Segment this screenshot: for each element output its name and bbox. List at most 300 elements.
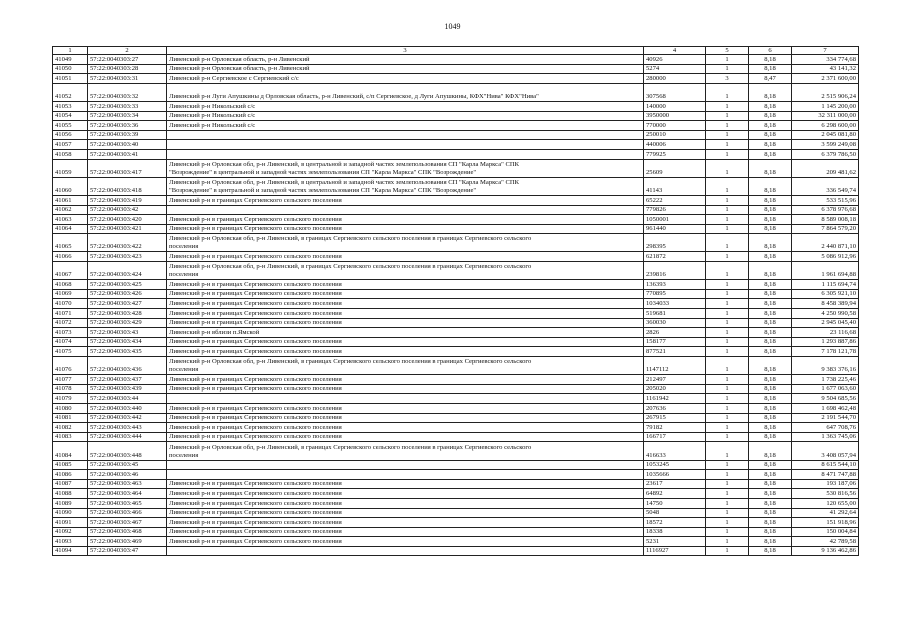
header-row — [53, 47, 859, 55]
rate-value: 8,18 — [749, 470, 792, 480]
row-number: 41092 — [53, 527, 88, 537]
rate-value: 8,18 — [749, 460, 792, 470]
row-number: 41091 — [53, 518, 88, 528]
rate-value: 8,18 — [749, 64, 792, 74]
table-row — [53, 140, 859, 150]
location-description — [167, 205, 644, 215]
column-5-value: 1 — [706, 224, 749, 234]
cadastral-number: 57:22:0040303:46 — [88, 470, 167, 480]
cadastral-number: 57:22:0040303:429 — [88, 318, 167, 328]
row-number: 41067 — [53, 262, 88, 280]
table-row — [53, 111, 859, 121]
description-line: поселения — [169, 366, 199, 374]
table-row — [53, 518, 859, 528]
location-description — [167, 130, 644, 140]
row-number: 41074 — [53, 337, 88, 347]
column-5-value: 1 — [706, 498, 749, 508]
table-row — [53, 177, 859, 195]
table-row — [53, 546, 859, 556]
column-5-value: 1 — [706, 328, 749, 338]
location-description — [167, 460, 644, 470]
location-description — [167, 328, 644, 338]
row-number: 41064 — [53, 224, 88, 234]
description-line: Ливенский р-н в границах Сергиевского сельского поселения — [169, 215, 342, 223]
rate-value: 8,18 — [749, 83, 792, 101]
rate-value: 8,18 — [749, 140, 792, 150]
cadastral-value: 2 371 600,00 — [792, 74, 859, 84]
cadastral-number: 57:22:0040303:440 — [88, 403, 167, 413]
rate-value: 8,18 — [749, 280, 792, 290]
column-5-value: 1 — [706, 489, 749, 499]
rate-value: 8,18 — [749, 205, 792, 215]
rate-value: 8,18 — [749, 347, 792, 357]
table-row — [53, 423, 859, 433]
rate-value: 8,18 — [749, 384, 792, 394]
description-line: Ливенский р-н Никольский с/с — [169, 102, 256, 110]
cadastral-number: 57:22:0040303:420 — [88, 215, 167, 225]
area-value: 250010 — [644, 130, 706, 140]
description-line: "Возрождение" в центральной и западной частях землепользования СП "Карла Маркса" СПК "Возрождение" — [169, 186, 477, 194]
rate-value: 8,47 — [749, 74, 792, 84]
area-value: 239816 — [644, 262, 706, 280]
cadastral-number: 57:22:0040303:27 — [88, 55, 167, 65]
location-description — [167, 177, 644, 195]
rate-value: 8,18 — [749, 299, 792, 309]
cadastral-value: 1 961 694,88 — [792, 262, 859, 280]
table-row — [53, 489, 859, 499]
column-5-value: 1 — [706, 394, 749, 404]
cadastral-value: 8 458 389,94 — [792, 299, 859, 309]
column-5-value: 1 — [706, 432, 749, 442]
location-description — [167, 518, 644, 528]
description-line: Ливенский р-н Орловская область, р-н Ливенский — [169, 65, 310, 73]
location-description — [167, 262, 644, 280]
cadastral-value: 3 408 057,94 — [792, 442, 859, 460]
column-5-value: 1 — [706, 347, 749, 357]
table-row — [53, 234, 859, 252]
cadastral-value: 2 191 544,70 — [792, 413, 859, 423]
area-value: 280000 — [644, 74, 706, 84]
row-number: 41049 — [53, 55, 88, 65]
column-5-value: 1 — [706, 252, 749, 262]
table-row — [53, 337, 859, 347]
cadastral-value: 120 655,00 — [792, 498, 859, 508]
cadastral-number: 57:22:0040303:464 — [88, 489, 167, 499]
cadastral-value: 32 311 000,00 — [792, 111, 859, 121]
description-line: Ливенский р-н Никольский с/с — [169, 112, 256, 120]
cadastral-number: 57:22:0040303:418 — [88, 177, 167, 195]
location-description — [167, 215, 644, 225]
row-number: 41076 — [53, 357, 88, 375]
rate-value: 8,18 — [749, 498, 792, 508]
cadastral-number: 57:22:0040303:444 — [88, 432, 167, 442]
table-row — [53, 413, 859, 423]
row-number: 41085 — [53, 460, 88, 470]
table-row — [53, 318, 859, 328]
cadastral-number: 57:22:0040303:424 — [88, 262, 167, 280]
cadastral-number: 57:22:0040303:41 — [88, 149, 167, 159]
area-value: 961440 — [644, 224, 706, 234]
cadastral-number: 57:22:0040303:36 — [88, 121, 167, 131]
area-value: 1050001 — [644, 215, 706, 225]
row-number: 41087 — [53, 479, 88, 489]
area-value: 79182 — [644, 423, 706, 433]
table-row — [53, 537, 859, 547]
row-number: 41051 — [53, 74, 88, 84]
location-description — [167, 195, 644, 205]
location-description — [167, 442, 644, 460]
row-number: 41094 — [53, 546, 88, 556]
table-row — [53, 394, 859, 404]
table-row — [53, 299, 859, 309]
area-value: 14750 — [644, 498, 706, 508]
location-description — [167, 384, 644, 394]
cadastral-number: 57:22:0040303:33 — [88, 101, 167, 111]
column-5-value: 1 — [706, 413, 749, 423]
area-value: 779925 — [644, 149, 706, 159]
location-description — [167, 347, 644, 357]
rate-value: 8,18 — [749, 130, 792, 140]
column-5-value: 1 — [706, 357, 749, 375]
row-number: 41052 — [53, 83, 88, 101]
description-line: Ливенский р-н в границах Сергиевского сельского поселения — [169, 433, 342, 441]
cadastral-value: 150 004,84 — [792, 527, 859, 537]
cadastral-value: 2 440 871,10 — [792, 234, 859, 252]
rate-value: 8,18 — [749, 423, 792, 433]
rate-value: 8,18 — [749, 262, 792, 280]
area-value: 64892 — [644, 489, 706, 499]
land-register-table — [52, 46, 859, 556]
cadastral-value: 2 045 081,80 — [792, 130, 859, 140]
area-value: 158177 — [644, 337, 706, 347]
table-row — [53, 384, 859, 394]
rate-value: 8,18 — [749, 403, 792, 413]
cadastral-value: 4 250 990,58 — [792, 309, 859, 319]
rate-value: 8,18 — [749, 318, 792, 328]
table-row — [53, 470, 859, 480]
row-number: 41073 — [53, 328, 88, 338]
row-number: 41069 — [53, 289, 88, 299]
description-line: Ливенский р-н в границах Сергиевского сельского поселения — [169, 309, 342, 317]
table-row — [53, 498, 859, 508]
cadastral-value: 7 864 579,20 — [792, 224, 859, 234]
area-value: 5274 — [644, 64, 706, 74]
page-number: 1049 — [444, 22, 461, 31]
cadastral-value: 193 187,06 — [792, 479, 859, 489]
description-line: Ливенский р-н в границах Сергиевского сельского поселения — [169, 499, 342, 507]
cadastral-value: 41 292,64 — [792, 508, 859, 518]
cadastral-number: 57:22:0040303:45 — [88, 460, 167, 470]
location-description — [167, 394, 644, 404]
cadastral-number: 57:22:0040303:442 — [88, 413, 167, 423]
location-description — [167, 101, 644, 111]
table-row — [53, 262, 859, 280]
row-number: 41065 — [53, 234, 88, 252]
cadastral-number: 57:22:0040303:443 — [88, 423, 167, 433]
area-value: 1161942 — [644, 394, 706, 404]
description-line: Ливенский р-н в границах Сергиевского сельского поселения — [169, 404, 342, 412]
cadastral-number: 57:22:0040303:448 — [88, 442, 167, 460]
location-description — [167, 121, 644, 131]
table-row — [53, 159, 859, 177]
description-line: Ливенский р-н в границах Сергиевского сельского поселения — [169, 423, 342, 431]
area-value: 3950000 — [644, 111, 706, 121]
rate-value: 8,18 — [749, 508, 792, 518]
location-description — [167, 224, 644, 234]
area-value: 212497 — [644, 375, 706, 385]
rate-value: 8,18 — [749, 394, 792, 404]
location-description — [167, 74, 644, 84]
column-5-value: 1 — [706, 470, 749, 480]
table-row — [53, 403, 859, 413]
cadastral-value: 6 379 786,50 — [792, 149, 859, 159]
table-row — [53, 460, 859, 470]
header-col-5: 5 — [706, 47, 749, 55]
row-number: 41050 — [53, 64, 88, 74]
column-5-value: 1 — [706, 130, 749, 140]
cadastral-value: 9 504 685,56 — [792, 394, 859, 404]
area-value: 307568 — [644, 83, 706, 101]
rate-value: 8,18 — [749, 101, 792, 111]
cadastral-number: 57:22:0040303:437 — [88, 375, 167, 385]
area-value: 1053245 — [644, 460, 706, 470]
description-line: Ливенский р-н в границах Сергиевского сельского поселения — [169, 280, 342, 288]
row-number: 41055 — [53, 121, 88, 131]
description-line: поселения — [169, 271, 199, 279]
column-5-value: 1 — [706, 403, 749, 413]
row-number: 41070 — [53, 299, 88, 309]
description-line: Ливенский р-н в границах Сергиевского сельского поселения — [169, 509, 342, 517]
cadastral-value: 9 136 462,86 — [792, 546, 859, 556]
column-5-value: 1 — [706, 423, 749, 433]
description-line: Ливенский р-н Никольский с/с — [169, 121, 256, 129]
cadastral-number: 57:22:0040303:467 — [88, 518, 167, 528]
cadastral-number: 57:22:0040303:34 — [88, 111, 167, 121]
rate-value: 8,18 — [749, 328, 792, 338]
column-5-value: 1 — [706, 140, 749, 150]
row-number: 41081 — [53, 413, 88, 423]
column-5-value: 1 — [706, 527, 749, 537]
column-5-value: 1 — [706, 508, 749, 518]
cadastral-value: 6 305 921,10 — [792, 289, 859, 299]
cadastral-value: 8 615 544,10 — [792, 460, 859, 470]
rate-value: 8,18 — [749, 159, 792, 177]
row-number: 41072 — [53, 318, 88, 328]
cadastral-value: 7 178 121,78 — [792, 347, 859, 357]
cadastral-number: 57:22:0040303:31 — [88, 74, 167, 84]
area-value: 267915 — [644, 413, 706, 423]
table-row — [53, 357, 859, 375]
column-5-value: 1 — [706, 375, 749, 385]
rate-value: 8,18 — [749, 111, 792, 121]
table-row — [53, 205, 859, 215]
row-number: 41084 — [53, 442, 88, 460]
row-number: 41088 — [53, 489, 88, 499]
description-line: Ливенский р-н Орловская обл, р-н Ливенский, в границах Сергиевского сельского поселения в границах Сергиевского сельского — [169, 443, 532, 451]
column-5-value: 1 — [706, 121, 749, 131]
location-description — [167, 527, 644, 537]
table-row — [53, 121, 859, 131]
location-description — [167, 234, 644, 252]
cadastral-value: 3 599 249,08 — [792, 140, 859, 150]
area-value: 360030 — [644, 318, 706, 328]
column-5-value: 1 — [706, 262, 749, 280]
location-description — [167, 375, 644, 385]
row-number: 41054 — [53, 111, 88, 121]
table-row — [53, 479, 859, 489]
cadastral-value: 647 708,76 — [792, 423, 859, 433]
rate-value: 8,18 — [749, 234, 792, 252]
area-value: 1147112 — [644, 357, 706, 375]
description-line: Ливенский р-н в границах Сергиевского сельского поселения — [169, 319, 342, 327]
column-5-value: 3 — [706, 74, 749, 84]
column-5-value: 1 — [706, 537, 749, 547]
column-5-value: 1 — [706, 195, 749, 205]
description-line: Ливенский р-н в границах Сергиевского сельского поселения — [169, 528, 342, 536]
location-description — [167, 140, 644, 150]
area-value: 1035666 — [644, 470, 706, 480]
description-line: Ливенский р-н в границах Сергиевского сельского поселения — [169, 414, 342, 422]
cadastral-value: 334 774,68 — [792, 55, 859, 65]
row-number: 41078 — [53, 384, 88, 394]
cadastral-value: 336 549,74 — [792, 177, 859, 195]
area-value: 41143 — [644, 177, 706, 195]
area-value: 25609 — [644, 159, 706, 177]
table-row — [53, 195, 859, 205]
table-row — [53, 508, 859, 518]
column-5-value: 1 — [706, 159, 749, 177]
location-description — [167, 64, 644, 74]
description-line: Ливенский р-н в границах Сергиевского сельского поселения — [169, 518, 342, 526]
column-5-value: 1 — [706, 546, 749, 556]
area-value: 205020 — [644, 384, 706, 394]
location-description — [167, 479, 644, 489]
column-5-value: 1 — [706, 177, 749, 195]
description-line: Ливенский р-н в границах Сергиевского сельского поселения — [169, 348, 342, 355]
location-description — [167, 403, 644, 413]
description-line: Ливенский р-н Орловская обл, р-н Ливенский, в центральной и западной частях землепользования СП "Карла Маркса" СПК — [169, 178, 520, 186]
row-number: 41080 — [53, 403, 88, 413]
location-description — [167, 337, 644, 347]
column-5-value: 1 — [706, 111, 749, 121]
row-number: 41086 — [53, 470, 88, 480]
cadastral-value: 151 918,96 — [792, 518, 859, 528]
cadastral-number: 57:22:0040303:32 — [88, 83, 167, 101]
area-value: 519681 — [644, 309, 706, 319]
location-description — [167, 252, 644, 262]
area-value: 166717 — [644, 432, 706, 442]
row-number: 41057 — [53, 140, 88, 150]
row-number: 41060 — [53, 177, 88, 195]
cadastral-value: 2 945 045,40 — [792, 318, 859, 328]
cadastral-value: 1 293 887,86 — [792, 337, 859, 347]
table-row — [53, 309, 859, 319]
location-description — [167, 546, 644, 556]
table-row — [53, 280, 859, 290]
description-line: "Возрождение" в центральной и западной частях землепользования СП "Карла Маркса" СПК "Возрождение" — [169, 168, 477, 176]
rate-value: 8,18 — [749, 432, 792, 442]
header-col-3: 3 — [167, 47, 644, 55]
table-row — [53, 83, 859, 101]
location-description — [167, 508, 644, 518]
row-number: 41053 — [53, 101, 88, 111]
cadastral-number: 57:22:0040303:423 — [88, 252, 167, 262]
area-value: 1116927 — [644, 546, 706, 556]
rate-value: 8,18 — [749, 55, 792, 65]
area-value: 65222 — [644, 195, 706, 205]
location-description — [167, 289, 644, 299]
description-line: Ливенский р-н в границах Сергиевского сельского поселения — [169, 375, 342, 383]
header-col-4: 4 — [644, 47, 706, 55]
location-description — [167, 309, 644, 319]
cadastral-value: 43 141,32 — [792, 64, 859, 74]
description-line: Ливенский р-н Орловская обл, р-н Ливенский, в границах Сергиевского сельского поселения в границах Сергиевского сельского — [169, 263, 532, 271]
rate-value: 8,18 — [749, 537, 792, 547]
area-value: 770000 — [644, 121, 706, 131]
column-5-value: 1 — [706, 384, 749, 394]
area-value: 877521 — [644, 347, 706, 357]
cadastral-value: 1 698 462,48 — [792, 403, 859, 413]
cadastral-number: 57:22:0040303:425 — [88, 280, 167, 290]
rate-value: 8,18 — [749, 357, 792, 375]
location-description — [167, 111, 644, 121]
column-5-value: 1 — [706, 205, 749, 215]
column-5-value: 1 — [706, 460, 749, 470]
cadastral-value: 2 515 906,24 — [792, 83, 859, 101]
row-number: 41068 — [53, 280, 88, 290]
area-value: 779826 — [644, 205, 706, 215]
row-number: 41059 — [53, 159, 88, 177]
cadastral-number: 57:22:0040303:463 — [88, 479, 167, 489]
location-description — [167, 299, 644, 309]
location-description — [167, 357, 644, 375]
column-5-value: 1 — [706, 299, 749, 309]
rate-value: 8,18 — [749, 527, 792, 537]
cadastral-value: 23 116,68 — [792, 328, 859, 338]
area-value: 136393 — [644, 280, 706, 290]
table-row — [53, 64, 859, 74]
cadastral-number: 57:22:0040303:466 — [88, 508, 167, 518]
rate-value: 8,18 — [749, 289, 792, 299]
cadastral-number: 57:22:0040303:39 — [88, 130, 167, 140]
description-line: Ливенский р-н в границах Сергиевского сельского поселения — [169, 300, 342, 308]
row-number: 41093 — [53, 537, 88, 547]
description-line: поселения — [169, 451, 199, 459]
description-line: Ливенский р-н в границах Сергиевского сельского поселения — [169, 338, 342, 346]
rate-value: 8,18 — [749, 149, 792, 159]
row-number: 41062 — [53, 205, 88, 215]
row-number: 41061 — [53, 195, 88, 205]
cadastral-value: 1 363 745,06 — [792, 432, 859, 442]
cadastral-value: 9 383 376,16 — [792, 357, 859, 375]
location-description — [167, 83, 644, 101]
row-number: 41063 — [53, 215, 88, 225]
cadastral-number: 57:22:0040303:468 — [88, 527, 167, 537]
area-value: 23617 — [644, 479, 706, 489]
area-value: 40926 — [644, 55, 706, 65]
table-row — [53, 252, 859, 262]
table-row — [53, 130, 859, 140]
description-line: Ливенский р-н в границах Сергиевского сельского поселения — [169, 225, 342, 233]
location-description — [167, 537, 644, 547]
description-line: Ливенский р-н в границах Сергиевского сельского поселения — [169, 196, 342, 204]
location-description — [167, 159, 644, 177]
column-5-value: 1 — [706, 234, 749, 252]
table-row — [53, 224, 859, 234]
rate-value: 8,18 — [749, 442, 792, 460]
column-5-value: 1 — [706, 280, 749, 290]
table-row — [53, 101, 859, 111]
